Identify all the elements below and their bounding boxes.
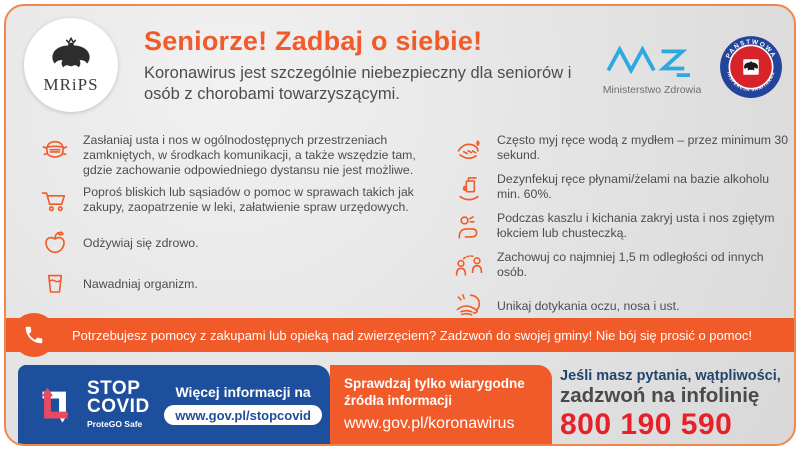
sources-title-line1: Sprawdzaj tylko wiarygodne (344, 376, 525, 391)
phone-icon (23, 324, 45, 346)
wash-hands-icon (452, 133, 486, 167)
ministry-label: Ministerstwo Zdrowia (602, 84, 702, 96)
page-subtitle: Koronawirus jest szczególnie niebezpieczny dla seniorów i osób z chorobami towarzyszącymi. (144, 64, 572, 104)
sanitary-inspection-badge (718, 34, 784, 100)
guideline-row (452, 172, 794, 206)
covid-label: COVID (87, 396, 150, 417)
guidelines-right-column (452, 133, 794, 328)
help-banner-text: Potrzebujesz pomocy z zakupami lub opieką nad zwierzęciem? Zadzwoń do swojej gminy! Nie bój się prosić o pomoc! (72, 327, 752, 343)
guideline-text: Dezynfekuj ręce płynami/żelami na bazie alkoholu min. 60%. (497, 172, 770, 201)
ministry-logo (598, 40, 706, 96)
more-info-label: Więcej informacji na (175, 384, 311, 400)
guideline-text: Odżywiaj się zdrowo. (83, 235, 199, 250)
guideline-text: Podczas kaszlu i kichania zakryj usta i nos zgiętym łokciem lub chusteczką. (497, 211, 775, 240)
stopcovid-url-pill: www.gov.pl/stopcovid (164, 405, 322, 425)
apple-icon (38, 226, 72, 260)
guideline-row (452, 133, 794, 167)
cough-elbow-icon (452, 211, 486, 245)
guideline-row (452, 211, 794, 245)
infoline-line2: zadzwoń na infolinię (560, 384, 760, 407)
hand-sanitizer-icon (452, 172, 486, 206)
stop-label: STOP (87, 377, 141, 399)
guideline-text: Nawadniaj organizm. (83, 276, 198, 291)
guideline-text: Często myj ręce wodą z mydłem – przez minimum 30 sekund. (497, 133, 789, 162)
sources-title-line2: źródła informacji (344, 392, 453, 408)
infoline-phone-number: 800 190 590 (560, 408, 733, 441)
sources-panel (330, 365, 552, 444)
polish-eagle-icon (48, 36, 94, 74)
poster (4, 4, 796, 446)
mrips-label: MRiPS (43, 74, 99, 94)
help-banner (6, 318, 794, 352)
guidelines-left-column (38, 133, 436, 308)
badge-bottom-text: INSPEKCJA SANITARNA (726, 71, 776, 93)
phone-circle (12, 313, 56, 357)
cross-arrows-icon (30, 380, 80, 430)
guideline-row (452, 250, 794, 284)
more-info-block (164, 384, 322, 425)
mz-zigzag-icon (600, 40, 704, 78)
infoline-block (560, 368, 796, 442)
guideline-row (38, 226, 436, 260)
keep-distance-icon (452, 250, 486, 284)
guideline-row (38, 185, 436, 219)
page-title: Seniorze! Zadbaj o siebie! (144, 26, 483, 56)
koronawirus-url: www.gov.pl/koronawirus (344, 414, 515, 432)
guideline-text: Zasłaniaj usta i nos w ogólnodostępnych przestrzeniach zamkniętych, w środkach komunikacji, a także wszędzie tam, gdzie zachowanie odpowiedniego dystansu nie jest możliwe. (83, 133, 416, 177)
guideline-text: Poproś bliskich lub sąsiadów o pomoc w sprawach takich jak zakupy, zaopatrzenie w leki, załatwienie spraw urzędowych. (83, 185, 414, 214)
face-mask-icon (38, 133, 72, 167)
mrips-logo (24, 18, 118, 112)
infoline-line1: Jeśli masz pytania, wątpliwości, (560, 368, 781, 384)
guideline-row (38, 267, 436, 301)
guideline-row (38, 133, 436, 178)
shopping-cart-icon (38, 185, 72, 219)
protego-safe-label: ProteGO Safe (87, 419, 143, 430)
badge-top-text: PAŃSTWOWA (724, 38, 778, 60)
stop-covid-panel (18, 365, 330, 444)
water-glass-icon (38, 267, 72, 301)
guideline-text: Unikaj dotykania oczu, nosa i ust. (497, 298, 680, 313)
stop-covid-logo-text (87, 377, 150, 430)
guideline-text: Zachowuj co najmniej 1,5 m odległości od innych osób. (497, 250, 764, 279)
